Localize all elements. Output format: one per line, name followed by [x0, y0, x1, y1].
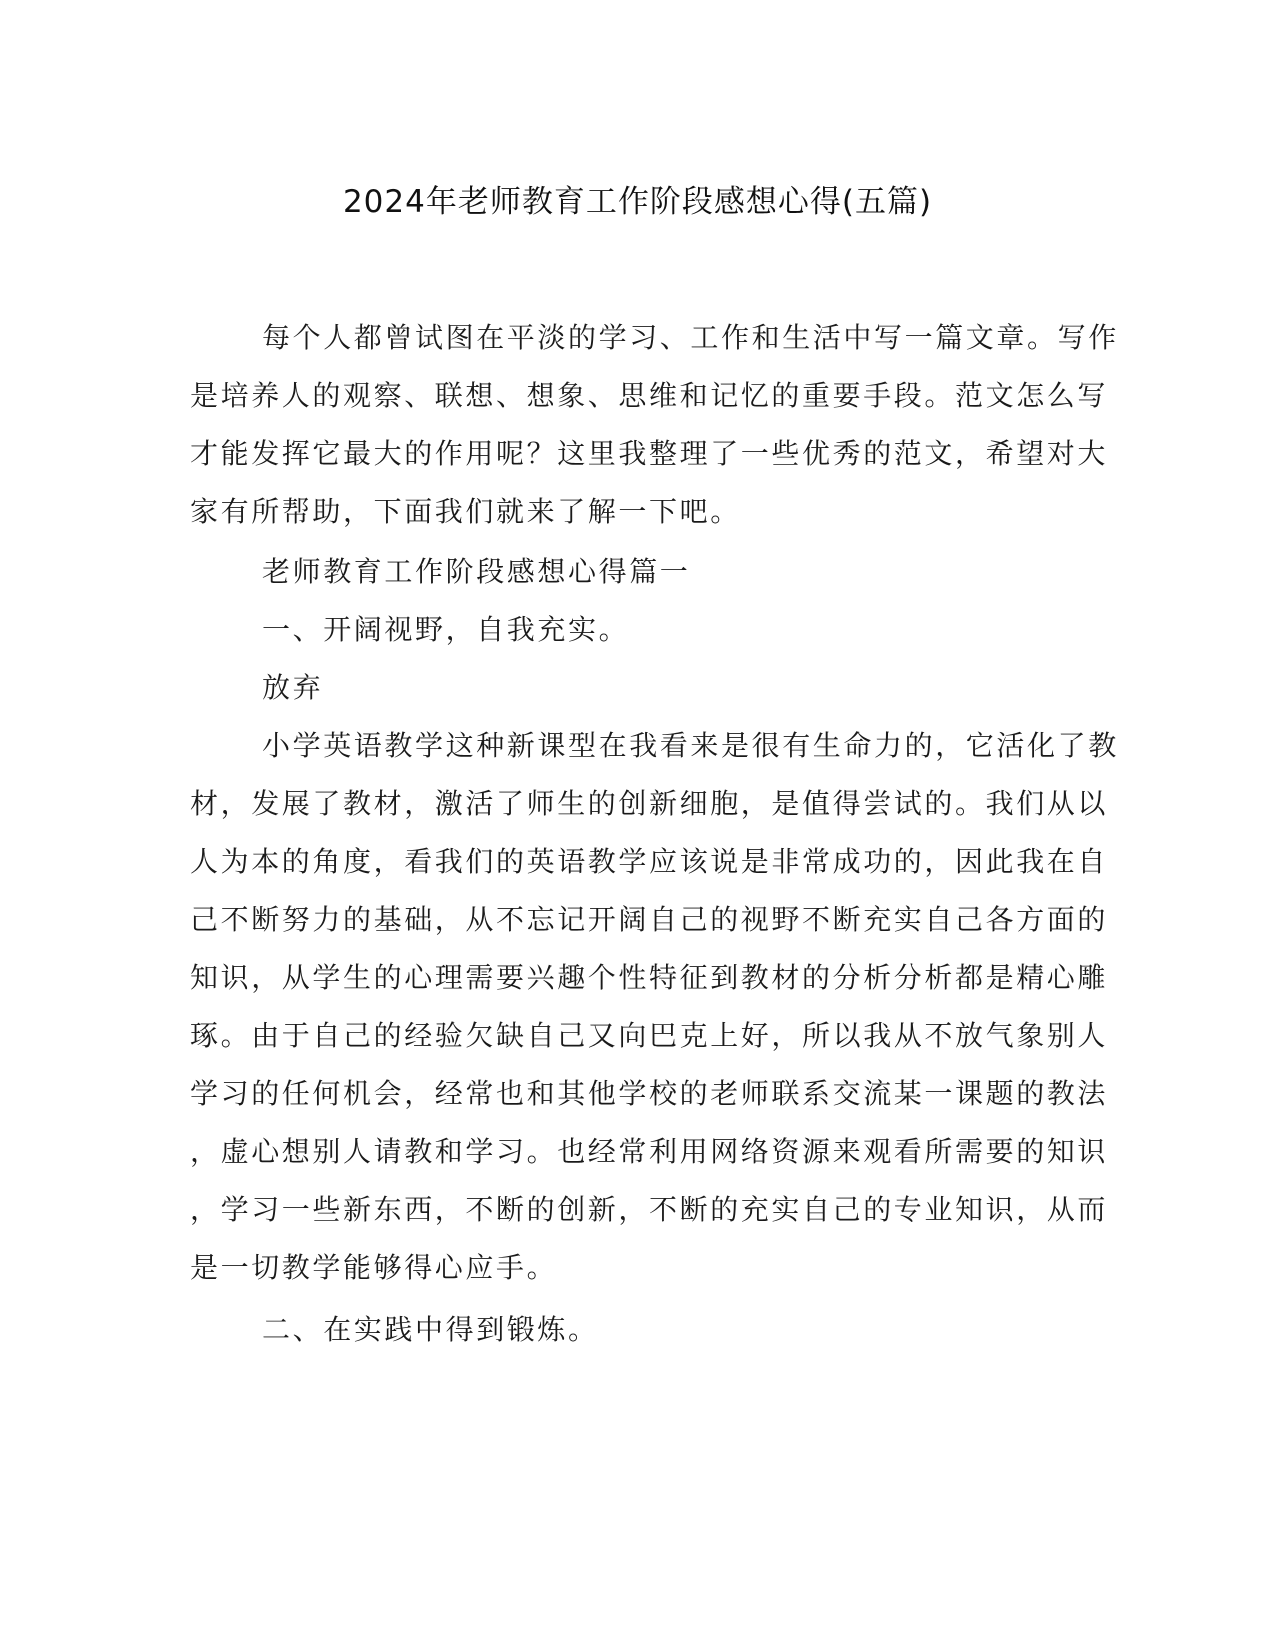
intro-line: 是培养人的观察、联想、想象、思维和记忆的重要手段。范文怎么写: [190, 379, 1109, 412]
paragraph-line: 己不断努力的基础，从不忘记开阔自己的视野不断充实自己各方面的: [190, 903, 1109, 936]
paragraph-line: 人为本的角度，看我们的英语教学应该说是非常成功的，因此我在自: [190, 845, 1109, 878]
document-title: 2024年老师教育工作阶段感想心得(五篇): [342, 184, 933, 220]
intro-line: 家有所帮助，下面我们就来了解一下吧。: [190, 495, 741, 528]
point-heading: 二、在实践中得到锻炼。: [262, 1313, 599, 1346]
paragraph-line: ，虚心想别人请教和学习。也经常利用网络资源来观看所需要的知识: [190, 1135, 1109, 1168]
paragraph-line: 学习的任何机会，经常也和其他学校的老师联系交流某一课题的教法: [190, 1077, 1109, 1110]
paragraph-line: 是一切教学能够得心应手。: [190, 1251, 558, 1284]
paragraph-line: 材，发展了教材，激活了师生的创新细胞，是值得尝试的。我们从以: [190, 787, 1109, 820]
paragraph-line: 小学英语教学这种新课型在我看来是很有生命力的，它活化了教: [262, 729, 1119, 762]
intro-line: 每个人都曾试图在平淡的学习、工作和生活中写一篇文章。写作: [262, 321, 1119, 354]
intro-line: 才能发挥它最大的作用呢？这里我整理了一些优秀的范文，希望对大: [190, 437, 1109, 470]
paragraph-line: ，学习一些新东西，不断的创新，不断的充实自己的专业知识，从而: [190, 1193, 1109, 1226]
paragraph-line: 知识，从学生的心理需要兴趣个性特征到教材的分析分析都是精心雕: [190, 961, 1109, 994]
paragraph-line: 琢。由于自己的经验欠缺自己又向巴克上好，所以我从不放气象别人: [190, 1019, 1109, 1052]
section-heading: 老师教育工作阶段感想心得篇一: [262, 555, 691, 588]
body-line: 放弃: [262, 671, 324, 704]
point-heading: 一、开阔视野，自我充实。: [262, 613, 630, 646]
